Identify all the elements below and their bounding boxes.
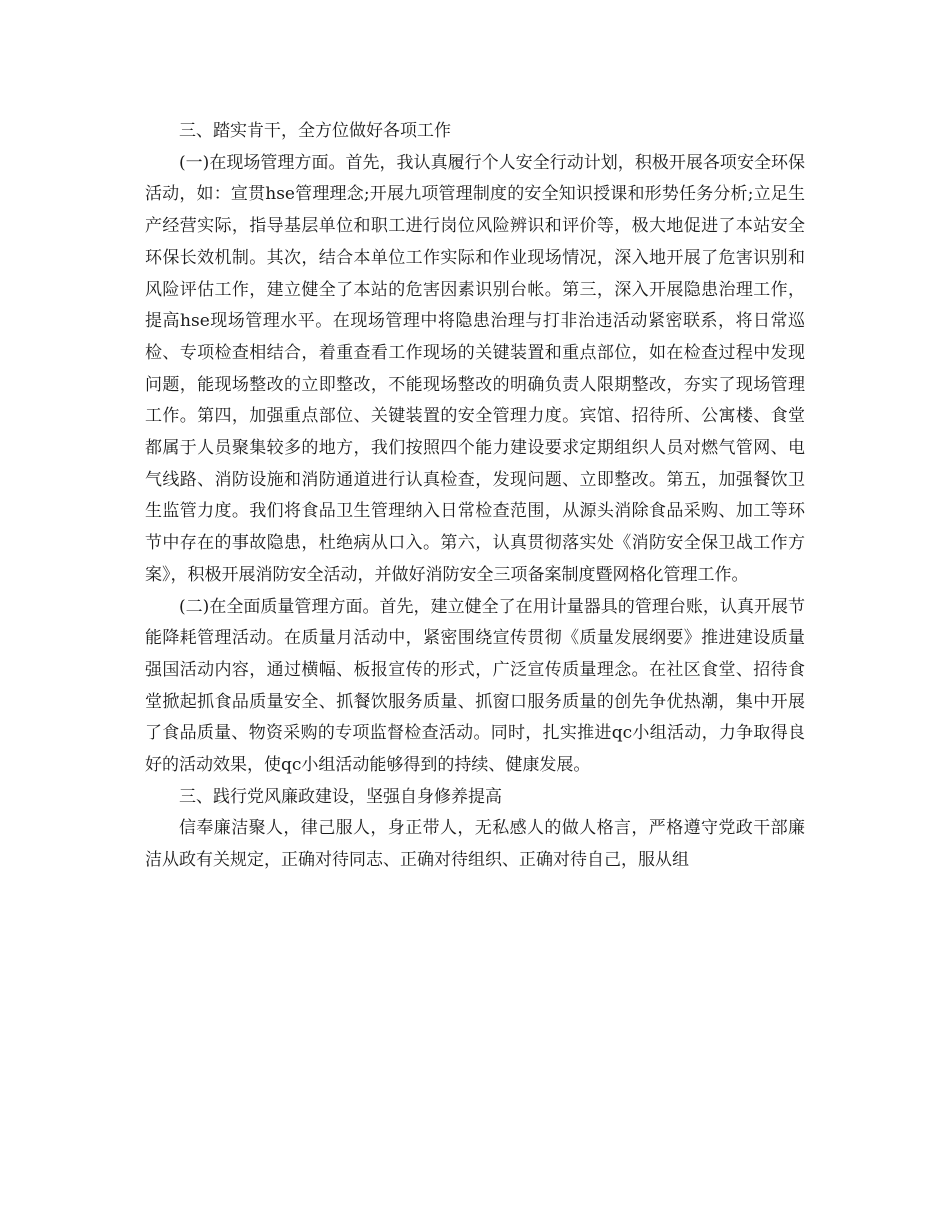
paragraph-quality-management: (二)在全面质量管理方面。首先，建立健全了在用计量器具的管理台账，认真开展节能降耗管理活动。在质量月活动中，紧密围绕宣传贯彻《质量发展纲要》推进建设质量强国活动内容，通过横幅、板报宣传的形式，广泛宣传质量理念。在社区食堂、招待食堂掀起抓食品质量安全、抓餐饮服务质量、抓窗口服务质量的创先争优热潮，集中开展了食品质量、物资采购的专项监督检查活动。同时，扎实推进qc小组活动，力争取得良好的活动效果，使qc小组活动能够得到的持续、健康发展。 [145, 596, 805, 776]
section-heading-3b: 三、践行党风廉政建设，坚强自身修养提高 [179, 786, 502, 807]
document-body [145, 116, 805, 877]
paragraph-site-management: (一)在现场管理方面。首先，我认真履行个人安全行动计划，积极开展各项安全环保活动，如：宣贯hse管理理念;开展九项管理制度的安全知识授课和形势任务分析;立足生产经营实际，指导基层单位和职工进行岗位风险辨识和评价等，极大地促进了本站安全环保长效机制。其次，结合本单位工作实际和作业现场情况，深入地开展了危害识别和风险评估工作，建立健全了本站的危害因素识别台帐。第三，深入开展隐患治理工作，提高hse现场管理水平。在现场管理中将隐患治理与打非治违活动紧密联系，将日常巡检、专项检查相结合，着重查看工作现场的关键装置和重点部位，如在检查过程中发现问题，能现场整改的立即整改，不能现场整改的明确负责人限期整改，夯实了现场管理工作。第四，加强重点部位、关键装置的安全管理力度。宾馆、招待所、公寓楼、食堂都属于人员聚集较多的地方，我们按照四个能力建设要求定期组织人员对燃气管网、电气线路、消防设施和消防通道进行认真检查，发现问题、立即整改。第五，加强餐饮卫生监管力度。我们将食品卫生管理纳入日常检查范围，从源头消除食品采购、加工等环节中存在的事故隐患，杜绝病从口入。第六，认真贯彻落实处《消防安全保卫战工作方案》，积极开展消防安全活动，并做好消防安全三项备案制度暨网格化管理工作。 [145, 152, 805, 585]
paragraph-integrity: 信奉廉洁聚人，律己服人，身正带人，无私感人的做人格言，严格遵守党政干部廉洁从政有关规定，正确对待同志、正确对待组织、正确对待自己，服从组 [145, 818, 805, 871]
section-heading-3a: 三、踏实肯干，全方位做好各项工作 [179, 121, 451, 141]
